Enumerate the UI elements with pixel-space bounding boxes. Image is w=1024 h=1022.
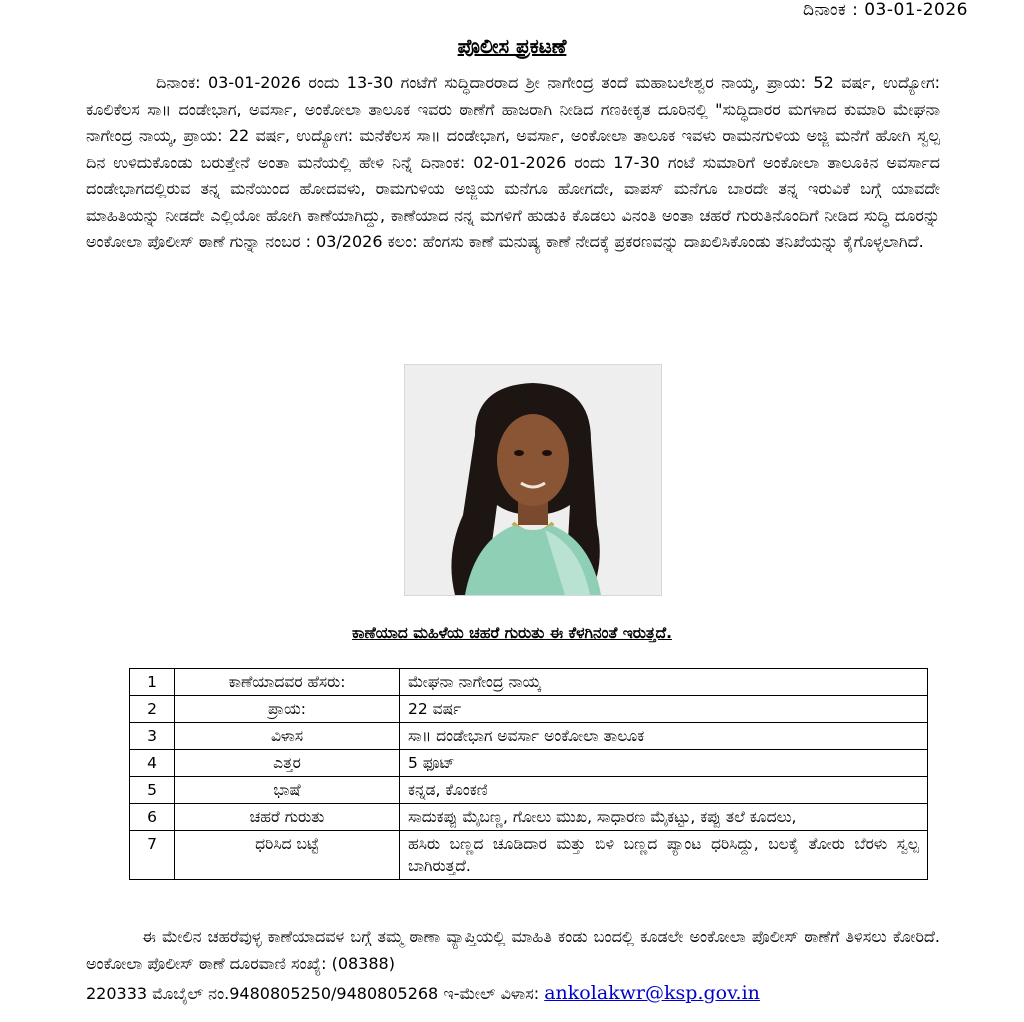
notice-date: ದಿನಾಂಕ : 03-01-2026 (803, 0, 968, 20)
row-number: 1 (130, 669, 175, 696)
row-label: ವಿಳಾಸ (175, 723, 400, 750)
row-value: ಸಾದುಕಪ್ಪು ಮೈಬಣ್ಣ, ಗೋಲು ಮುಖ, ಸಾಧಾರಣ ಮೈಕಟ್ಟು, ಕಪ್ಪು ತಲೆ ಕೂದಲು, (400, 804, 928, 831)
table-row (130, 669, 928, 696)
email-link[interactable]: ankolakwr@ksp.gov.in (544, 982, 760, 1004)
row-number: 2 (130, 696, 175, 723)
row-number: 4 (130, 750, 175, 777)
description-heading: ಕಾಣೆಯಾದ ಮಹಿಳೆಯ ಚಹರೆ ಗುರುತು ಈ ಕೆಳಗಿನಂತೆ ಇರುತ್ತದೆ. (352, 624, 672, 642)
table-row (130, 777, 928, 804)
notice-title: ಪೊಲೀಸ ಪ್ರಕಟಣೆ (457, 34, 567, 58)
row-label: ಎತ್ತರ (175, 750, 400, 777)
row-value: ಕನ್ನಡ, ಕೊಂಕಣಿ (400, 777, 928, 804)
row-label: ಭಾಷೆ (175, 777, 400, 804)
row-label: ಕಾಣೆಯಾದವರ ಹೆಸರು: (175, 669, 400, 696)
row-number: 3 (130, 723, 175, 750)
row-label: ಧರಿಸಿದ ಬಟ್ಟೆ (175, 831, 400, 880)
contact-line (86, 980, 940, 1007)
phone-mobile-text: 220333 ಮೊಬೈಲ್ ನಂ.9480805250/9480805268 ಇ-ಮೇಲ್ ವಿಳಾಸ: (86, 984, 545, 1003)
row-value: ಮೇಘನಾ ನಾಗೇಂದ್ರ ನಾಯ್ಕ (400, 669, 928, 696)
table-row (130, 804, 928, 831)
row-value: ಹಸಿರು ಬಣ್ಣದ ಚೂಡಿದಾರ ಮತ್ತು ಬಿಳಿ ಬಣ್ಣದ ಪ್ಯಾಂಟ ಧರಿಸಿದ್ದು, ಬಲಕೈ ತೋರು ಬೆರಳು ಸ್ವಲ್ಪ ಬಾಗಿರುತ್ತದೆ. (400, 831, 928, 880)
description-table (129, 668, 928, 880)
row-label: ಪ್ರಾಯ: (175, 696, 400, 723)
row-value: 22 ವರ್ಷ (400, 696, 928, 723)
table-row (130, 750, 928, 777)
table-row (130, 696, 928, 723)
table-row (130, 723, 928, 750)
missing-person-photo (404, 364, 662, 596)
contact-request-paragraph: ಈ ಮೇಲಿನ ಚಹರೆವುಳ್ಳ ಕಾಣೆಯಾದವಳ ಬಗ್ಗೆ ತಮ್ಮ ಠಾಣಾ ವ್ಯಾಪ್ತಿಯಲ್ಲಿ ಮಾಹಿತಿ ಕಂಡು ಬಂದಲ್ಲಿ ಕೂಡಲೇ ಅಂಕೋಲಾ ಪೊಲೀಸ್ ಠಾಣೆಗೆ ತಿಳಿಸಲು ಕೋರಿದೆ. ಅಂಕೋಲಾ ಪೊಲೀಸ್ ಠಾಣೆ ದೂರವಾಣಿ ಸಂಖ್ಯೆ: (08388) (86, 927, 940, 973)
complaint-paragraph: ದಿನಾಂಕ: 03-01-2026 ರಂದು 13-30 ಗಂಟೆಗೆ ಸುದ್ಧಿದಾರರಾದ ಶ್ರೀ ನಾಗೇಂದ್ರ ತಂದೆ ಮಹಾಬಲೇಶ್ವರ ನಾಯ್ಕ, ಪ್ರಾಯ: 52 ವರ್ಷ, ಉದ್ಯೋಗ: ಕೂಲಿಕೆಲಸ ಸಾ॥ ದಂಡೇಭಾಗ, ಅವರ್ಸಾ, ಅಂಕೋಲಾ ತಾಲೂಕ ಇವರು ಠಾಣೆಗೆ ಹಾಜರಾಗಿ ನೀಡಿದ ಗಣಕೀಕೃತ ದೂರಿನಲ್ಲಿ "ಸುದ್ಧಿದಾರರ ಮಗಳಾದ ಕುಮಾರಿ ಮೇಘನಾ ನಾಗೇಂದ್ರ ನಾಯ್ಕ, ಪ್ರಾಯ: 22 ವರ್ಷ, ಉದ್ಯೋಗ: ಮನೆಕೆಲಸ ಸಾ॥ ದಂಡೇಭಾಗ, ಅವರ್ಸಾ, ಅಂಕೋಲಾ ತಾಲೂಕ ಇವಳು ರಾಮನಗುಳಿಯ ಅಜ್ಜಿ ಮನೆಗೆ ಹೋಗಿ ಸ್ವಲ್ಪ ದಿನ ಉಳಿದುಕೊಂಡು ಬರುತ್ತೇನೆ ಅಂತಾ ಮನೆಯಲ್ಲಿ ಹೇಳಿ ನಿನ್ನೆ ದಿನಾಂಕ: 02-01-2026 ರಂದು 17-30 ಗಂಟೆ ಸುಮಾರಿಗೆ ಅಂಕೋಲಾ ತಾಲೂಕಿನ ಅವರ್ಸಾದ ದಂಡೇಭಾಗದಲ್ಲಿರುವ ತನ್ನ ಮನೆಯಿಂದ ಹೋದವಳು, ರಾಮಗುಳಿಯ ಅಜ್ಜಿಯ ಮನೆಗೂ ಹೋಗದೇ, ವಾಪಸ್ ಮನೆಗೂ ಬಾರದೇ ತನ್ನ ಇರುವಿಕೆ ಬಗ್ಗೆ ಯಾವದೇ ಮಾಹಿತಿಯನ್ನು ನೀಡದೇ ಎಲ್ಲಿಯೋ ಹೋಗಿ ಕಾಣೆಯಾಗಿದ್ದು, ಕಾಣೆಯಾದ ನನ್ನ ಮಗಳಿಗೆ ಹುಡುಕಿ ಕೊಡಲು ವಿನಂತಿ ಅಂತಾ ಚಹರೆ ಗುರುತಿನೊಂದಿಗೆ ನೀಡಿದ ಸುದ್ಧಿ ದೂರನ್ನು ಅಂಕೋಲಾ ಪೊಲೀಸ್ ಠಾಣೆ ಗುನ್ನಾ ನಂಬರ : 03/2026 ಕಲಂ: ಹೆಂಗಸು ಕಾಣೆ ಮನುಷ್ಯ ಕಾಣೆ ನೇದಕ್ಕೆ ಪ್ರಕರಣವನ್ನು ದಾಖಲಿಸಿಕೊಂಡು ತನಿಖೆಯನ್ನು ಕೈಗೊಳ್ಳಲಾಗಿದೆ. (86, 73, 940, 251)
row-label: ಚಹರೆ ಗುರುತು (175, 804, 400, 831)
row-number: 5 (130, 777, 175, 804)
table-row (130, 831, 928, 880)
row-value: ಸಾ॥ ದಂಡೇಭಾಗ ಅವರ್ಸಾ ಅಂಕೋಲಾ ತಾಲೂಕ (400, 723, 928, 750)
row-number: 7 (130, 831, 175, 880)
row-number: 6 (130, 804, 175, 831)
row-value: 5 ಫೂಟ್ (400, 750, 928, 777)
